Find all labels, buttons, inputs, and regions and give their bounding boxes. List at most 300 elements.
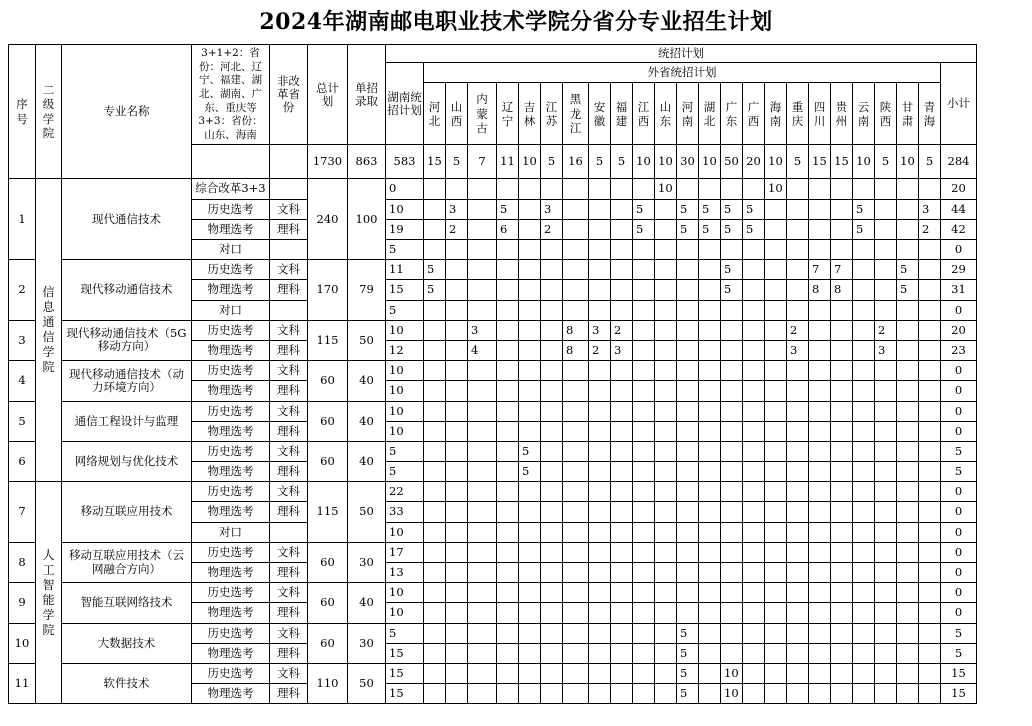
subtotal: 5 [941, 441, 977, 461]
province-plan [897, 563, 919, 583]
province-plan: 5 [897, 280, 919, 300]
province-plan [497, 643, 519, 663]
totals-cell: 284 [941, 145, 977, 179]
province-plan [424, 300, 446, 320]
province-plan [897, 583, 919, 603]
province-plan [497, 583, 519, 603]
province-plan [853, 381, 875, 401]
province-plan [699, 280, 721, 300]
province-plan [424, 603, 446, 623]
province-plan [853, 502, 875, 522]
totals-cell: 30 [677, 145, 699, 179]
province-plan [446, 542, 468, 562]
province-plan [831, 381, 853, 401]
province-plan [919, 583, 941, 603]
province-plan [743, 563, 765, 583]
province-plan [897, 482, 919, 502]
province-plan [541, 179, 563, 199]
province-plan [497, 300, 519, 320]
subtotal: 5 [941, 643, 977, 663]
province-plan [589, 522, 611, 542]
province-plan: 5 [743, 219, 765, 239]
province-plan [699, 401, 721, 421]
header-province: 甘 肃 [897, 83, 919, 145]
subject-type: 历史选考 [192, 663, 270, 683]
province-plan [611, 381, 633, 401]
province-plan [809, 522, 831, 542]
province-plan: 2 [919, 219, 941, 239]
province-plan [589, 280, 611, 300]
province-plan [831, 240, 853, 260]
province-plan [519, 361, 541, 381]
subtotal: 0 [941, 240, 977, 260]
province-plan [765, 240, 787, 260]
province-plan [765, 542, 787, 562]
subtotal: 0 [941, 603, 977, 623]
province-plan [611, 663, 633, 683]
totals-cell: 7 [468, 145, 497, 179]
province-plan: 5 [721, 219, 743, 239]
province-plan [721, 603, 743, 623]
province-plan [655, 502, 677, 522]
province-plan: 5 [677, 199, 699, 219]
totals-cell: 10 [633, 145, 655, 179]
province-plan: 10 [721, 684, 743, 704]
province-plan [809, 320, 831, 340]
total-plan: 60 [308, 401, 348, 441]
province-plan: 5 [721, 260, 743, 280]
province-plan [765, 361, 787, 381]
subtotal: 15 [941, 663, 977, 683]
province-plan [699, 522, 721, 542]
province-plan [563, 623, 589, 643]
province-plan [468, 663, 497, 683]
seq-number: 2 [9, 260, 36, 321]
province-plan: 5 [743, 199, 765, 219]
province-plan [633, 623, 655, 643]
province-plan [655, 441, 677, 461]
subtotal: 5 [941, 623, 977, 643]
total-plan: 170 [308, 260, 348, 321]
province-plan [765, 219, 787, 239]
non-reform-type: 理科 [270, 219, 308, 239]
province-plan [611, 482, 633, 502]
province-plan [831, 482, 853, 502]
province-plan [424, 361, 446, 381]
province-plan [875, 684, 897, 704]
college-name: 人 工 智 能 学 院 [36, 482, 62, 704]
header-province: 江 苏 [541, 83, 563, 145]
province-plan [541, 260, 563, 280]
province-plan [765, 401, 787, 421]
province-plan [831, 361, 853, 381]
province-plan [809, 462, 831, 482]
province-plan [541, 462, 563, 482]
subtotal: 42 [941, 219, 977, 239]
province-plan [655, 401, 677, 421]
province-plan [633, 401, 655, 421]
province-plan [875, 421, 897, 441]
hunan-plan: 10 [386, 421, 424, 441]
province-plan [809, 421, 831, 441]
totals-cell: 863 [348, 145, 386, 179]
province-plan [563, 240, 589, 260]
subject-type: 物理选考 [192, 603, 270, 623]
hunan-plan: 17 [386, 542, 424, 562]
province-plan [468, 563, 497, 583]
province-plan [655, 522, 677, 542]
province-plan [677, 260, 699, 280]
total-plan: 110 [308, 663, 348, 703]
province-plan [611, 462, 633, 482]
totals-cell: 50 [721, 145, 743, 179]
province-plan [809, 179, 831, 199]
major-name: 移动互联应用技术 [62, 482, 192, 543]
totals-cell: 15 [831, 145, 853, 179]
province-plan [541, 361, 563, 381]
province-plan [765, 280, 787, 300]
province-plan [765, 462, 787, 482]
province-plan [853, 563, 875, 583]
province-plan [468, 643, 497, 663]
province-plan: 10 [765, 179, 787, 199]
province-plan [809, 340, 831, 360]
province-plan [497, 280, 519, 300]
province-plan [611, 684, 633, 704]
province-plan: 3 [468, 320, 497, 340]
college-name: 信 息 通 信 学 院 [36, 179, 62, 482]
province-plan: 2 [541, 219, 563, 239]
province-plan [633, 441, 655, 461]
province-plan [919, 623, 941, 643]
non-reform-type [270, 522, 308, 542]
province-plan [809, 401, 831, 421]
province-plan [919, 381, 941, 401]
province-plan [809, 663, 831, 683]
province-plan [541, 563, 563, 583]
table-row [9, 179, 977, 199]
province-plan [919, 320, 941, 340]
province-plan [497, 320, 519, 340]
header-province: 广 西 [743, 83, 765, 145]
major-name: 现代移动通信技术（动力环境方向） [62, 361, 192, 401]
header-province: 海 南 [765, 83, 787, 145]
province-plan [611, 300, 633, 320]
single-admission: 40 [348, 401, 386, 441]
province-plan [446, 240, 468, 260]
header-province: 广 东 [721, 83, 743, 145]
totals-cell: 20 [743, 145, 765, 179]
province-plan [611, 421, 633, 441]
province-plan [831, 340, 853, 360]
province-plan [589, 441, 611, 461]
hunan-plan: 10 [386, 381, 424, 401]
province-plan [589, 482, 611, 502]
totals-blank [192, 145, 270, 179]
province-plan [809, 684, 831, 704]
single-admission: 50 [348, 320, 386, 360]
subtotal: 0 [941, 563, 977, 583]
province-plan [446, 462, 468, 482]
table-row [9, 482, 977, 502]
non-reform-type: 文科 [270, 663, 308, 683]
subtotal: 0 [941, 300, 977, 320]
province-plan [765, 623, 787, 643]
hunan-plan: 5 [386, 240, 424, 260]
province-plan: 2 [446, 219, 468, 239]
subject-type: 对口 [192, 240, 270, 260]
non-reform-type: 理科 [270, 421, 308, 441]
province-plan [919, 280, 941, 300]
subject-type: 历史选考 [192, 583, 270, 603]
province-plan [787, 179, 809, 199]
province-plan: 5 [497, 199, 519, 219]
province-plan [787, 441, 809, 461]
subject-type: 物理选考 [192, 502, 270, 522]
province-plan [677, 502, 699, 522]
province-plan [446, 179, 468, 199]
province-plan [519, 240, 541, 260]
province-plan [655, 462, 677, 482]
subject-type: 物理选考 [192, 381, 270, 401]
province-plan: 5 [519, 441, 541, 461]
hunan-plan: 10 [386, 401, 424, 421]
subtotal: 15 [941, 684, 977, 704]
province-plan [633, 684, 655, 704]
province-plan [831, 421, 853, 441]
province-plan [699, 320, 721, 340]
seq-number: 1 [9, 179, 36, 260]
province-plan [743, 441, 765, 461]
province-plan [721, 502, 743, 522]
province-plan [919, 603, 941, 623]
non-reform-type: 理科 [270, 340, 308, 360]
province-plan [677, 462, 699, 482]
province-plan [519, 179, 541, 199]
totals-cell: 10 [699, 145, 721, 179]
hunan-plan: 5 [386, 300, 424, 320]
province-plan [809, 199, 831, 219]
subtotal: 20 [941, 179, 977, 199]
province-plan [633, 603, 655, 623]
province-plan [765, 643, 787, 663]
province-plan [765, 482, 787, 502]
province-plan [721, 381, 743, 401]
hunan-plan: 5 [386, 623, 424, 643]
province-plan [468, 199, 497, 219]
province-plan [809, 563, 831, 583]
province-plan [743, 381, 765, 401]
province-plan [853, 643, 875, 663]
province-plan [721, 643, 743, 663]
province-plan [831, 684, 853, 704]
subtotal: 0 [941, 361, 977, 381]
province-plan [699, 179, 721, 199]
province-plan [897, 603, 919, 623]
province-plan [721, 522, 743, 542]
province-plan [699, 563, 721, 583]
province-plan [563, 260, 589, 280]
province-plan [563, 482, 589, 502]
province-plan [468, 280, 497, 300]
province-plan [424, 542, 446, 562]
province-plan [721, 401, 743, 421]
province-plan [875, 441, 897, 461]
province-plan [519, 502, 541, 522]
province-plan [497, 462, 519, 482]
province-plan [589, 603, 611, 623]
province-plan: 8 [563, 340, 589, 360]
province-plan: 2 [589, 340, 611, 360]
province-plan [589, 684, 611, 704]
province-plan [875, 522, 897, 542]
province-plan [897, 361, 919, 381]
province-plan [541, 381, 563, 401]
province-plan [541, 663, 563, 683]
table-row [9, 583, 977, 603]
province-plan [765, 421, 787, 441]
province-plan [497, 441, 519, 461]
province-plan [424, 219, 446, 239]
province-plan [853, 401, 875, 421]
province-plan [563, 583, 589, 603]
province-plan [787, 684, 809, 704]
single-admission: 40 [348, 583, 386, 623]
province-plan [809, 482, 831, 502]
province-plan [743, 240, 765, 260]
province-plan [831, 603, 853, 623]
province-plan [446, 482, 468, 502]
province-plan [721, 421, 743, 441]
single-admission: 40 [348, 441, 386, 481]
subject-type: 物理选考 [192, 643, 270, 663]
province-plan [831, 563, 853, 583]
province-plan [743, 421, 765, 441]
province-plan [765, 563, 787, 583]
non-reform-type: 文科 [270, 199, 308, 219]
province-plan [563, 563, 589, 583]
province-plan [563, 199, 589, 219]
province-plan [765, 684, 787, 704]
province-plan [919, 663, 941, 683]
subject-type: 对口 [192, 522, 270, 542]
province-plan: 3 [611, 340, 633, 360]
province-plan [468, 684, 497, 704]
totals-cell: 11 [497, 145, 519, 179]
province-plan [853, 441, 875, 461]
province-plan: 2 [611, 320, 633, 340]
province-plan [787, 199, 809, 219]
province-plan [853, 462, 875, 482]
province-plan [655, 260, 677, 280]
province-plan [699, 603, 721, 623]
province-plan [765, 320, 787, 340]
province-plan [655, 199, 677, 219]
subject-type: 历史选考 [192, 623, 270, 643]
province-plan [765, 340, 787, 360]
province-plan [853, 542, 875, 562]
table-row [9, 542, 977, 562]
province-plan [831, 320, 853, 340]
province-plan [765, 603, 787, 623]
province-plan [541, 401, 563, 421]
total-plan: 240 [308, 179, 348, 260]
province-plan [919, 421, 941, 441]
province-plan [809, 623, 831, 643]
province-plan [919, 522, 941, 542]
totals-cell: 1730 [308, 145, 348, 179]
province-plan [897, 462, 919, 482]
province-plan [743, 603, 765, 623]
province-plan: 6 [497, 219, 519, 239]
province-plan [919, 361, 941, 381]
totals-cell: 15 [809, 145, 831, 179]
hunan-plan: 11 [386, 260, 424, 280]
subject-type: 物理选考 [192, 219, 270, 239]
province-plan [633, 320, 655, 340]
header-unified: 统招计划 [386, 45, 977, 63]
subject-type: 历史选考 [192, 401, 270, 421]
subject-type: 历史选考 [192, 320, 270, 340]
province-plan [541, 684, 563, 704]
hunan-plan: 10 [386, 522, 424, 542]
province-plan [875, 401, 897, 421]
province-plan [743, 502, 765, 522]
province-plan [743, 179, 765, 199]
province-plan [589, 462, 611, 482]
hunan-plan: 15 [386, 280, 424, 300]
province-plan: 8 [831, 280, 853, 300]
single-admission: 50 [348, 482, 386, 543]
province-plan [446, 563, 468, 583]
province-plan [875, 502, 897, 522]
province-plan [787, 583, 809, 603]
subject-type: 物理选考 [192, 421, 270, 441]
non-reform-type: 文科 [270, 260, 308, 280]
province-plan [541, 300, 563, 320]
province-plan [919, 502, 941, 522]
province-plan [468, 361, 497, 381]
province-plan [497, 502, 519, 522]
province-plan [809, 240, 831, 260]
province-plan [497, 482, 519, 502]
province-plan [699, 482, 721, 502]
province-plan [853, 320, 875, 340]
totals-cell: 5 [875, 145, 897, 179]
header-subtotal: 小计 [941, 63, 977, 145]
province-plan [424, 240, 446, 260]
province-plan [919, 401, 941, 421]
province-plan [468, 441, 497, 461]
totals-cell: 15 [424, 145, 446, 179]
province-plan: 2 [787, 320, 809, 340]
province-plan [446, 441, 468, 461]
province-plan [519, 340, 541, 360]
non-reform-type [270, 179, 308, 199]
province-plan [765, 522, 787, 542]
hunan-plan: 10 [386, 603, 424, 623]
province-plan [633, 240, 655, 260]
province-plan [611, 563, 633, 583]
province-plan: 8 [563, 320, 589, 340]
province-plan [787, 623, 809, 643]
province-plan [633, 340, 655, 360]
province-plan [875, 542, 897, 562]
header-province: 山 东 [655, 83, 677, 145]
subtotal: 23 [941, 340, 977, 360]
province-plan [677, 522, 699, 542]
header-seq: 序 号 [9, 45, 36, 179]
